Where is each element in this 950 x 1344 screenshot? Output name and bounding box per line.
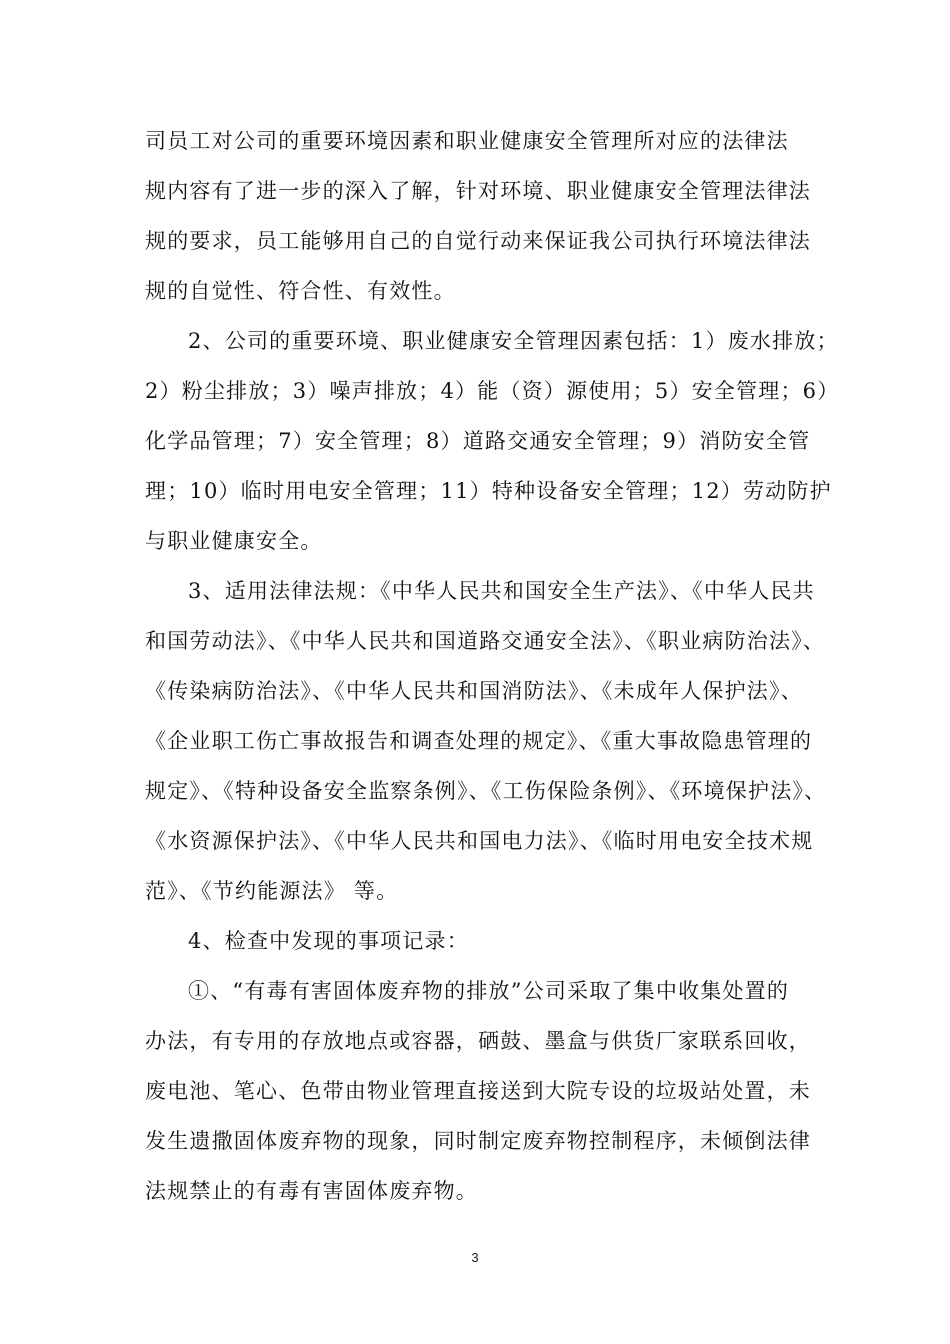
paragraph-start-item-2: 2、公司的重要环境、职业健康安全管理因素包括：1）废水排放； [188, 329, 839, 353]
text-line: 理；10）临时用电安全管理；11）特种设备安全管理；12）劳动防护 [145, 479, 832, 503]
paragraph-start-item-4: 4、检查中发现的事项记录： [188, 929, 469, 953]
text-line: 规定》、《特种设备安全监察条例》、《工伤保险条例》、《环境保护法》、 [145, 779, 827, 803]
text-line: 与职业健康安全。 [145, 529, 323, 553]
text-line: 《企业职工伤亡事故报告和调查处理的规定》、《重大事故隐患管理的 [145, 729, 813, 753]
paragraph-start-item-3: 3、适用法律法规：《中华人民共和国安全生产法》、《中华人民共 [188, 579, 815, 603]
document-body [145, 116, 840, 1216]
text-line: 《传染病防治法》、《中华人民共和国消防法》、《未成年人保护法》、 [145, 679, 803, 703]
text-line: 《水资源保护法》、《中华人民共和国电力法》、《临时用电安全技术规 [145, 829, 814, 853]
paragraph-start-item-4-1: ①、“有毒有害固体废弃物的排放”公司采取了集中收集处置的 [188, 979, 790, 1003]
text-line: 司员工对公司的重要环境因素和职业健康安全管理所对应的法律法 [145, 129, 789, 153]
page-number: 3 [471, 1250, 479, 1265]
text-line: 废电池、笔心、色带由物业管理直接送到大院专设的垃圾站处置，未 [145, 1079, 811, 1103]
text-line: 规的自觉性、符合性、有效性。 [145, 279, 456, 303]
text-line: 规的要求，员工能够用自己的自觉行动来保证我公司执行环境法律法 [145, 229, 811, 253]
text-line: 规内容有了进一步的深入了解，针对环境、职业健康安全管理法律法 [145, 179, 811, 203]
text-line: 2）粉尘排放；3）噪声排放；4）能（资）源使用；5）安全管理；6） [145, 379, 840, 403]
text-line: 和国劳动法》、《中华人民共和国道路交通安全法》、《职业病防治法》、 [145, 629, 826, 653]
text-line: 范》、《节约能源法》 等。 [145, 879, 399, 903]
text-line: 办法，有专用的存放地点或容器，硒鼓、墨盒与供货厂家联系回收， [145, 1029, 811, 1053]
text-line: 化学品管理；7）安全管理；8）道路交通安全管理；9）消防安全管 [145, 429, 811, 453]
text-line: 法规禁止的有毒有害固体废弃物。 [145, 1179, 478, 1203]
text-line: 发生遗撒固体废弃物的现象，同时制定废弃物控制程序，未倾倒法律 [145, 1129, 811, 1153]
